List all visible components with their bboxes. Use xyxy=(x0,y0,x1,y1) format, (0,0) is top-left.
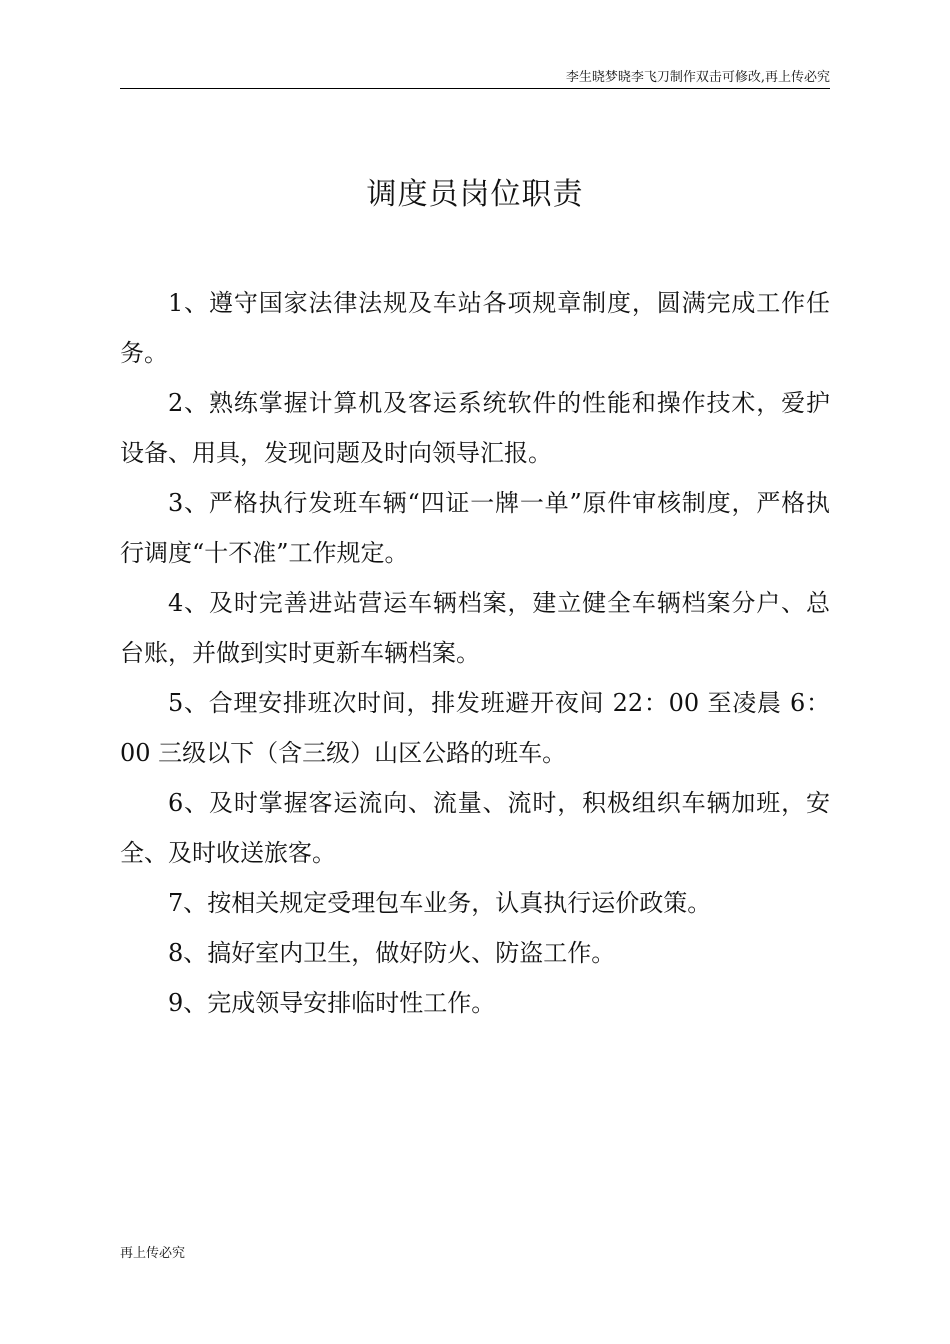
header-divider xyxy=(120,88,830,89)
duty-item-9: 9、完成领导安排临时性工作。 xyxy=(168,989,496,1017)
duty-item-7: 7、按相关规定受理包车业务，认真执行运价政策。 xyxy=(168,889,712,917)
page-header: 李生晓梦晓李飞刀制作双击可修改,再上传必究 xyxy=(565,70,830,85)
duty-item-1: 1、遵守国家法律法规及车站各项规章制度，圆满完成工作任务。 xyxy=(120,289,830,367)
duty-item-5: 5、合理安排班次时间，排发班避开夜间 22：00 至凌晨 6：00 三级以下（含三级）山区公路的班车。 xyxy=(120,689,830,767)
duty-item-3: 3、严格执行发班车辆“四证一牌一单”原件审核制度，严格执行调度“十不准”工作规定。 xyxy=(120,489,830,567)
duty-item-8: 8、搞好室内卫生，做好防火、防盗工作。 xyxy=(168,939,616,967)
duty-item-6: 6、及时掌握客运流向、流量、流时，积极组织车辆加班，安全、及时收送旅客。 xyxy=(120,789,830,867)
page-footer: 再上传必究 xyxy=(120,1246,186,1261)
document-body xyxy=(120,278,830,1028)
duty-item-4: 4、及时完善进站营运车辆档案，建立健全车辆档案分户、总台账，并做到实时更新车辆档案。 xyxy=(120,589,830,667)
document-title: 调度员岗位职责 xyxy=(366,177,584,212)
duty-item-2: 2、熟练掌握计算机及客运系统软件的性能和操作技术，爱护设备、用具，发现问题及时向领导汇报。 xyxy=(120,389,830,467)
